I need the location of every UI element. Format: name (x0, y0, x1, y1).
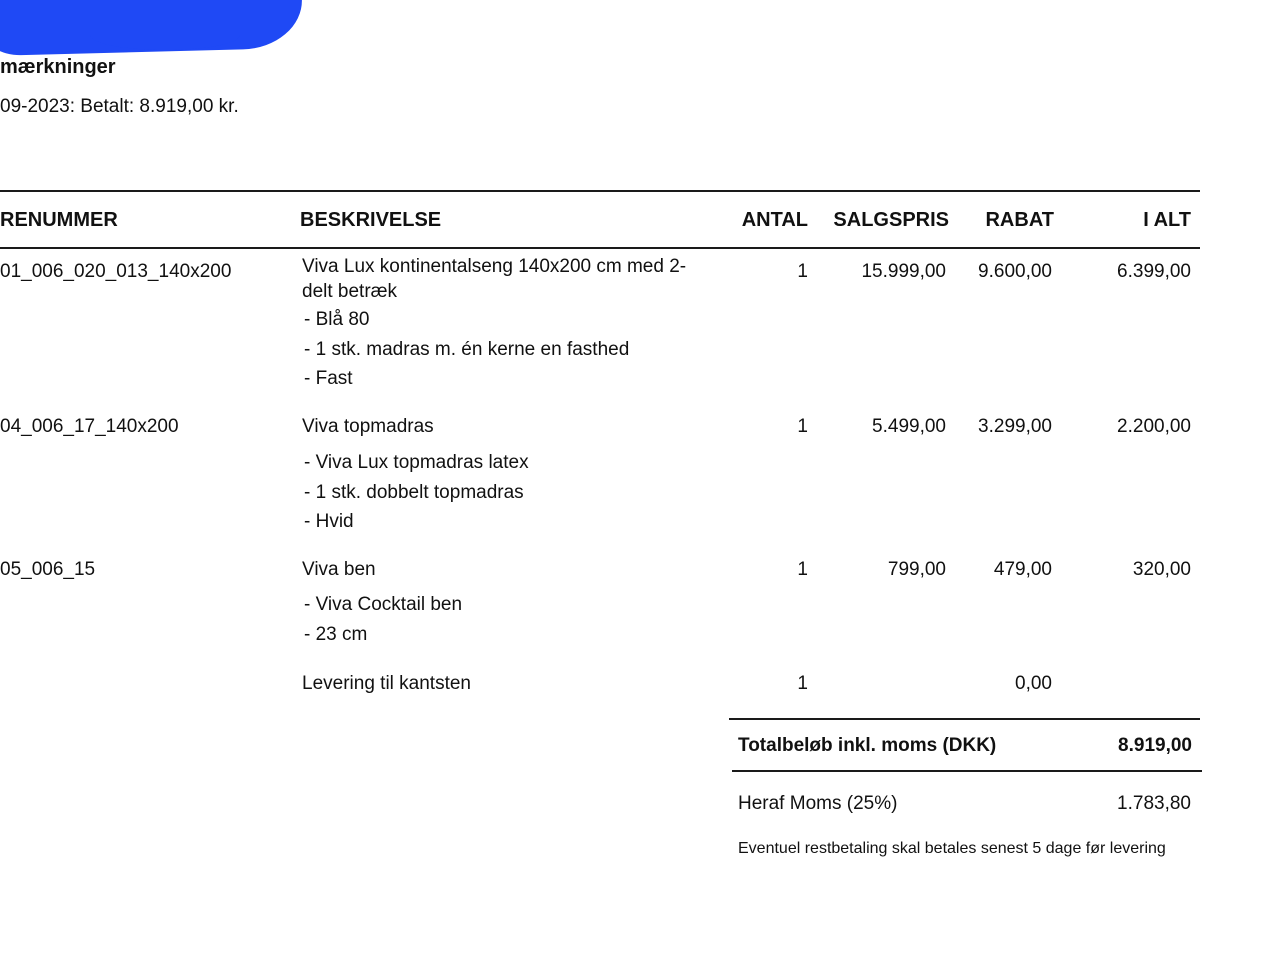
description-cell: Viva ben (302, 559, 376, 580)
vat-value: 1.783,80 (1117, 793, 1191, 814)
item-number-cell: 04_006_17_140x200 (0, 416, 179, 437)
item-number-cell: 01_006_020_013_140x200 (0, 261, 232, 282)
table-header-rule (0, 247, 1200, 249)
discount-cell: 479,00 (993, 559, 1052, 580)
price-cell: 5.499,00 (872, 416, 946, 437)
discount-cell: 3.299,00 (978, 416, 1052, 437)
quantity-cell: 1 (797, 559, 808, 580)
description-detail: - Hvid (304, 511, 354, 532)
summary-top-rule (729, 718, 1200, 720)
description-detail: - 1 stk. dobbelt topmadras (304, 482, 524, 503)
vat-label: Heraf Moms (25%) (738, 793, 898, 814)
description-detail: - Viva Cocktail ben (304, 594, 463, 615)
description-detail: - Viva Lux topmadras latex (304, 452, 529, 473)
column-header-quantity: ANTAL (741, 209, 808, 231)
description-detail: - Fast (304, 368, 353, 389)
payment-status-line: 09-2023: Betalt: 8.919,00 kr. (0, 96, 239, 117)
column-header-item-number: RENUMMER (0, 209, 118, 231)
redaction-mark-tail (90, 20, 240, 50)
total-amount-value: 8.919,00 (1118, 735, 1192, 756)
column-header-discount: RABAT (985, 209, 1054, 231)
quantity-cell: 1 (797, 261, 808, 282)
payment-note: Eventuel restbetaling skal betales senest 5 dage før levering (738, 840, 1166, 857)
description-detail: - 23 cm (304, 624, 368, 645)
total-amount-label: Totalbeløb inkl. moms (DKK) (738, 735, 997, 756)
discount-cell: 0,00 (1015, 673, 1052, 694)
section-heading: mærkninger (0, 56, 116, 78)
description-detail: - 1 stk. madras m. én kerne en fasthed (304, 339, 630, 360)
discount-cell: 9.600,00 (978, 261, 1052, 282)
total-cell: 2.200,00 (1117, 416, 1191, 437)
table-top-rule (0, 190, 1200, 192)
description-cell: Viva topmadras (302, 416, 434, 437)
quantity-cell: 1 (797, 416, 808, 437)
total-cell: 320,00 (1132, 559, 1191, 580)
item-number-cell: 05_006_15 (0, 559, 96, 580)
summary-bottom-rule (732, 770, 1202, 772)
total-cell: 6.399,00 (1117, 261, 1191, 282)
column-header-description: BESKRIVELSE (300, 209, 442, 231)
description-detail: - Blå 80 (304, 309, 370, 330)
price-cell: 15.999,00 (861, 261, 946, 282)
column-header-total: I ALT (1143, 209, 1191, 231)
price-cell: 799,00 (887, 559, 946, 580)
description-cell: Levering til kantsten (302, 673, 471, 694)
description-cell: Viva Lux kontinentalseng 140x200 cm med 2-delt betræk (302, 256, 687, 302)
quantity-cell: 1 (797, 673, 808, 694)
column-header-price: SALGSPRIS (833, 209, 949, 231)
